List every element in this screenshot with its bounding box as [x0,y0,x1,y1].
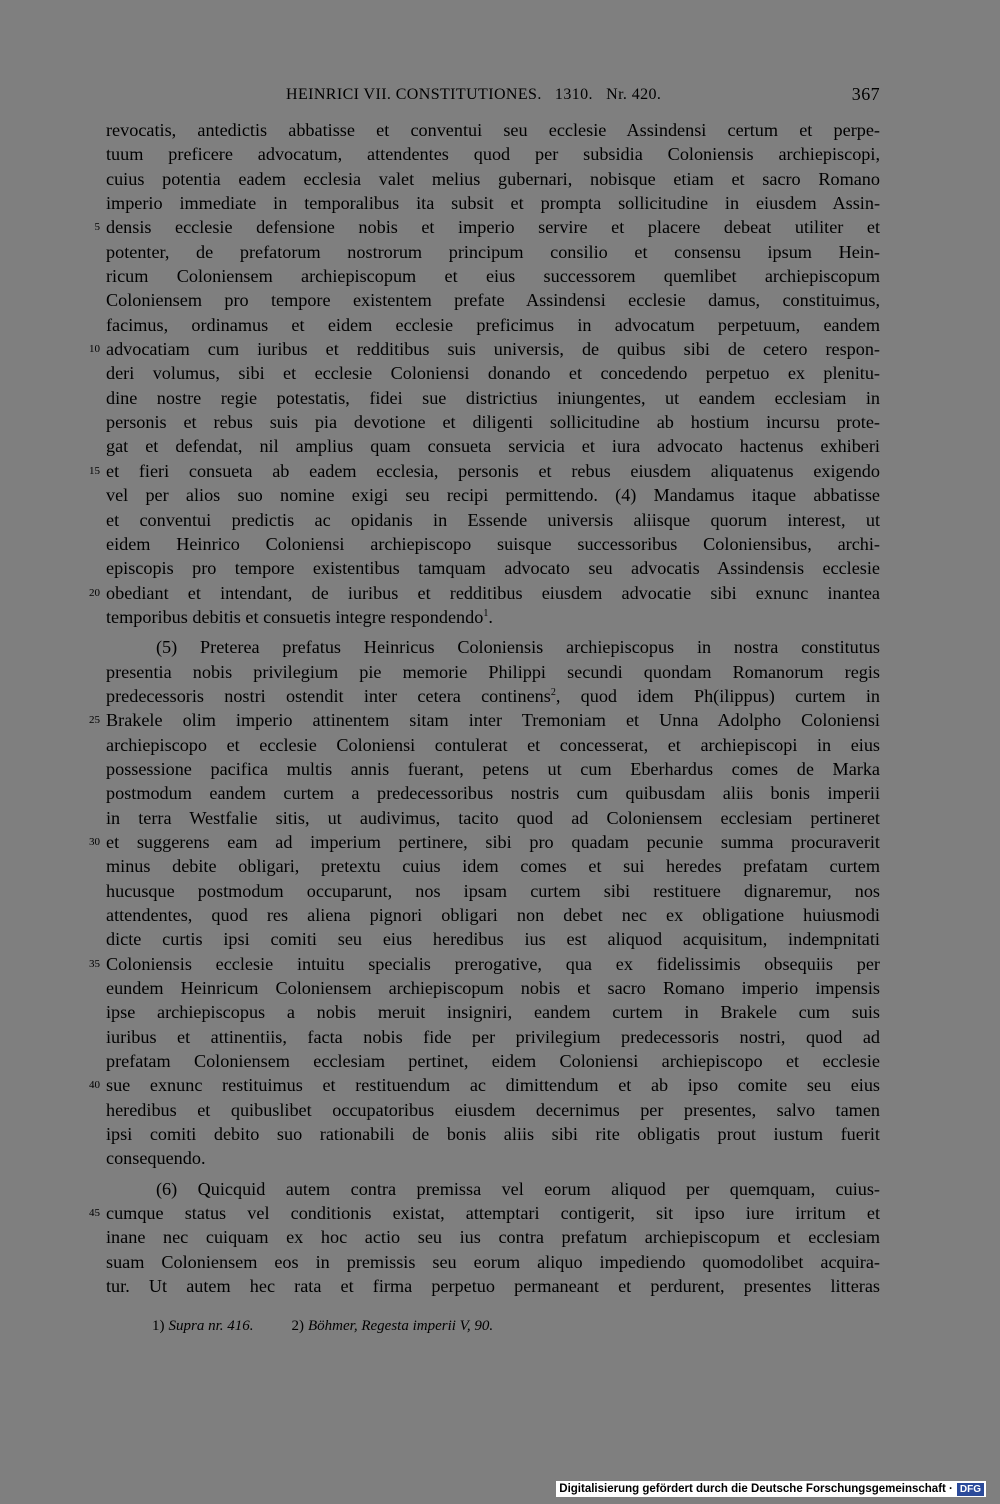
text-line [106,781,880,805]
line-text: obediant et intendant, de iuribus et redditibus eiusdem advocatie sibi exnunc inantea [106,582,880,603]
text-line [106,532,880,556]
text-line [106,142,880,166]
line-text: cuius potentia eadem ecclesia valet melius gubernari, nobisque etiam et sacro Romano [106,168,880,189]
text-line [106,733,880,757]
header-title: HEINRICI VII. CONSTITUTIONES. 1310. Nr. 420. [286,86,662,103]
line-text: temporibus debitis et consuetis integre respondendo$^1$. [106,606,493,627]
line-text: et conventui predictis ac opidanis in Essende universis aliisque quorum interest, ut [106,509,880,530]
text-line [106,167,880,191]
line-text: ipsi comiti debito suo rationabili de bonis aliis sibi rite obligatis prout iustum fuerit [106,1124,880,1145]
text-line [106,1177,880,1201]
text-line [89,337,880,361]
text-line [106,660,880,684]
line-text: gat et defendat, nil amplius quam consueta servicia et iura advocato hactenus exhiberi [106,436,880,457]
text-line [106,1000,880,1024]
line-text: archiepiscopo et ecclesie Coloniensi contulerat et concesserat, et archiepiscopi in eius [106,734,880,755]
text-line [89,1201,880,1225]
footnote-number: 1) [152,1318,165,1334]
line-text: et suggerens eam ad imperium pertinere, sibi pro quadam pecunie summa procuraverit [106,831,880,852]
text-line [89,1073,880,1097]
line-number: 40 [89,1079,100,1092]
text-line [106,605,880,629]
main-text [89,118,880,1299]
line-text: potenter, de prefatorum nostrorum principum consilio et consensu ipsum Hein- [106,241,880,262]
line-text: ipse archiepiscopus a nobis meruit insigniri, eandem curtem in Brakele cum suis [106,1002,880,1023]
dfg-logo: DFG [957,1483,984,1496]
text-line [89,830,880,854]
line-text: eundem Heinricum Coloniensem archiepiscopum nobis et sacro Romano imperio impensis [106,978,880,999]
line-text: Coloniensem pro tempore existentem prefate Assindensi ecclesie damus, constituimus, [106,290,880,311]
text-line [106,854,880,878]
line-text: eidem Heinrico Coloniensi archiepiscopo suisque successoribus Coloniensibus, archi- [106,533,880,554]
text-line [89,708,880,732]
text-line [106,903,880,927]
text-line [106,1098,880,1122]
text-line [106,684,880,708]
text-line [106,1225,880,1249]
line-text: cumque status vel conditionis existat, attemptari contigerit, sit ipso iure irritum et [106,1203,880,1224]
text-line [106,806,880,830]
text-line [89,459,880,483]
line-text: minus debite obligari, pretextu cuius idem comes et sui heredes prefatam curtem [106,856,880,877]
footnote: 2) Böhmer, Regesta imperii V, 90. [291,1318,494,1334]
text-line [106,879,880,903]
line-number: 10 [89,343,100,356]
line-text: dicte curtis ipsi comiti seu eius heredibus ius est aliquod acquisitum, indempnitati [106,929,880,950]
line-text: (6) Quicquid autem contra premissa vel eorum aliquod per quemquam, cuius- [156,1178,880,1199]
line-text: sue exnunc restituimus et restituendum ac dimittendum et ab ipso comite seu eius [106,1075,880,1096]
text-line [106,1146,880,1170]
line-text: inane nec cuiquam ex hoc actio seu ius contra prefatum archiepiscopum et ecclesiam [106,1227,880,1248]
line-text: possessione pacifica multis annis fuerant, petens ut cum Eberhardus comes de Marka [106,758,880,779]
text-line [106,556,880,580]
line-text: presentia nobis privilegium pie memorie Philippi secundi quondam Romanorum regis [106,661,880,682]
line-text: imperio immediate in temporalibus ita subsit et prompta sollicitudine in eiusdem Assin- [106,193,880,214]
line-text: attendentes, quod res aliena pignori obligari non debet nec ex obligatione huiusmodi [106,905,880,925]
line-text: heredibus et quibuslibet occupatoribus eiusdem decernimus per presentes, salvo tamen [106,1099,880,1120]
line-text: personis et rebus suis pia devotione et diligenti sollicitudine ab hostium incursu prote- [106,412,880,433]
line-text: vel per alios suo nomine exigi seu recipi permittendo. (4) Mandamus itaque abbatisse [106,485,880,506]
line-text: predecessoris nostri ostendit inter cetera continens$^2$, quod idem Ph(ilippus) curtem in [106,685,880,706]
text-line [106,361,880,385]
text-line [106,1250,880,1274]
line-text: consequendo. [106,1148,206,1169]
line-text: prefatam Coloniensem ecclesiam pertinet, eidem Coloniensi archiepiscopo et ecclesie [106,1051,880,1072]
line-text: facimus, ordinamus et eidem ecclesie preficimus in advocatum perpetuum, eandem [106,314,880,335]
text-line [106,757,880,781]
line-text: (5) Preterea prefatus Heinricus Coloniensis archiepiscopus in nostra constitutus [156,637,880,658]
line-number: 25 [89,714,100,727]
text-line [106,1049,880,1073]
line-text: dine nostre regie potestatis, fidei sue districtius iniungentes, ut eandem ecclesiam in [106,387,880,408]
text-line [94,215,880,239]
line-text: postmodum eandem curtem a predecessoribus nostris cum quibusdam aliis bonis imperii [106,783,880,804]
text-line [106,313,880,337]
text-line [106,240,880,264]
page-number: 367 [851,84,880,104]
line-number: 15 [89,464,100,477]
footnote-number: 2) [291,1318,305,1334]
text-line [106,434,880,458]
line-text: advocatiam cum iuribus et redditibus suis universis, de quibus sibi de cetero respon- [106,339,880,360]
text-line [106,483,880,507]
text-line [106,410,880,434]
text-line [106,191,880,215]
text-line [106,927,880,951]
line-number: 35 [89,957,100,970]
footnote: 1) Supra nr. 416. [152,1318,254,1334]
funding-text: Digitalisierung gefördert durch die Deutsche Forschungsgemeinschaft · [559,1483,953,1495]
line-text: in terra Westfalie sitis, ut audivimus, tacito quod ad Coloniensem ecclesiam pertineret [106,807,880,828]
text-line [106,386,880,410]
text-line [106,288,880,312]
footnotes [152,1318,852,1335]
text-line [106,508,880,532]
text-line [89,952,880,976]
line-text: deri volumus, sibi et ecclesie Coloniensi donando et concedendo perpetuo ex plenitu- [106,363,880,384]
text-line [106,1274,880,1298]
line-number: 20 [89,586,100,599]
line-text: iuribus et attinentiis, facta nobis fide per privilegium predecessoris nostri, quod ad [106,1026,880,1047]
footnote-ref: 1 [483,607,489,619]
line-text: revocatis, antedictis abbatisse et conventui seu ecclesie Assindensi certum et perpe- [106,120,880,140]
line-number: 45 [89,1207,100,1220]
line-text: et fieri consueta ab eadem ecclesia, personis et rebus eiusdem aliquatenus exigendo [106,460,880,481]
text-line [106,118,880,142]
text-line [106,1122,880,1146]
text-line [89,581,880,605]
text-line [106,976,880,1000]
text-line [106,635,880,659]
line-text: suam Coloniensem eos in premissis seu eorum aliquo impediendo quomodolibet acquira- [106,1251,880,1272]
line-text: Brakele olim imperio attinentem sitam inter Tremoniam et Unna Adolpho Coloniensi [106,710,880,731]
line-text: Coloniensis ecclesie intuitu specialis prerogative, qua ex fidelissimis obsequiis per [106,953,880,974]
line-text: episcopis pro tempore existentibus tamquam advocato seu advocatis Assindensis ecclesie [106,558,880,579]
line-text: hucusque postmodum occuparunt, nos ipsam curtem sibi restituere dignaremur, nos [106,880,880,901]
text-line [106,1025,880,1049]
funding-banner [556,1481,986,1497]
line-text: densis ecclesie defensione nobis et imperio servire et placere debeat utiliter et [106,217,880,238]
line-number: 30 [89,835,100,848]
running-header [106,84,880,108]
line-number: 5 [94,221,100,234]
line-text: tur. Ut autem hec rata et firma perpetuo permaneant et perdurent, presentes litteras [106,1276,880,1297]
line-text: ricum Coloniensem archiepiscopum et eius successorem quemlibet archiepiscopum [106,266,880,287]
footnote-ref: 2 [550,686,556,698]
line-text: tuum preficere advocatum, attendentes quod per subsidia Coloniensis archiepiscopi, [106,144,880,165]
text-line [106,264,880,288]
